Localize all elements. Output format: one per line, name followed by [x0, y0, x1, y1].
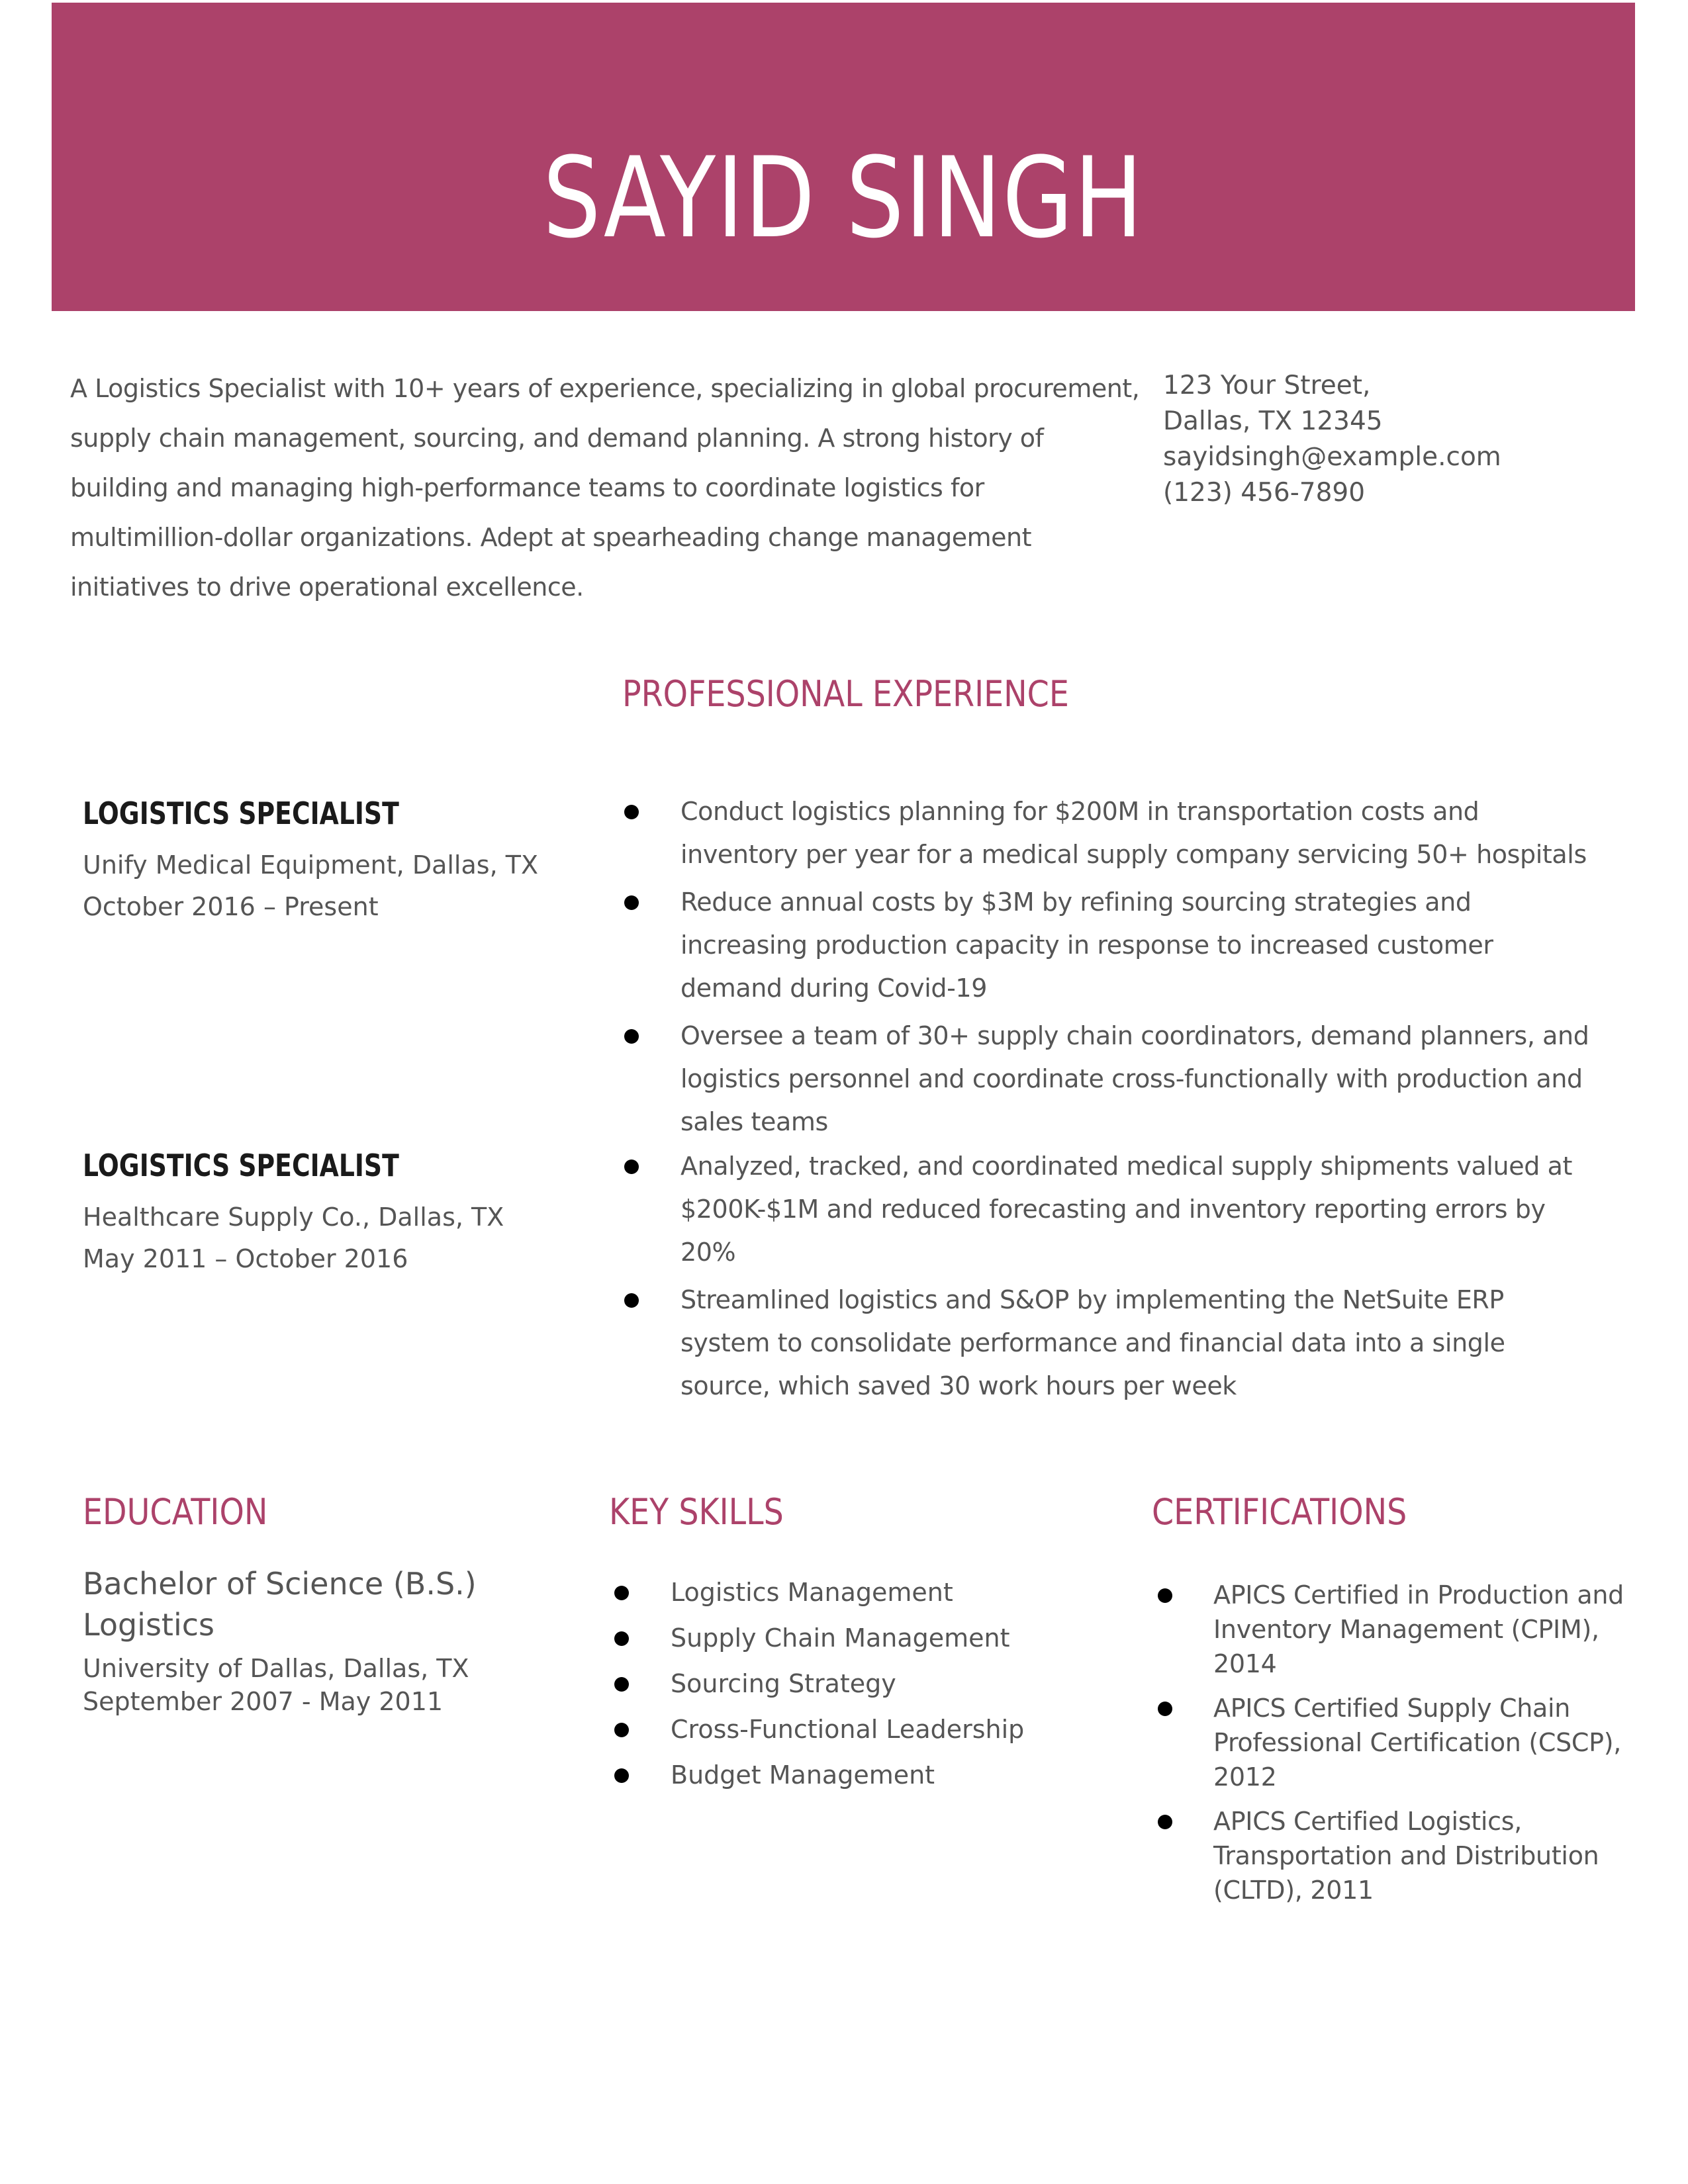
skill-item: Supply Chain Management	[671, 1615, 1041, 1661]
certification-item: APICS Certified in Production and Inventory Management (CPIM), 2014	[1213, 1578, 1637, 1681]
job-bullets	[680, 1145, 1601, 1412]
job-company: Healthcare Supply Co., Dallas, TX	[83, 1203, 504, 1232]
contact-phone: (123) 456-7890	[1163, 478, 1366, 508]
bullet-item: Conduct logistics planning for $200M in transportation costs and inventory per year for a medical supply company servicing 50+ hospitals	[680, 790, 1601, 876]
header-band	[52, 3, 1635, 311]
job-meta	[83, 1197, 504, 1280]
certifications-list	[1213, 1578, 1637, 1917]
contact-city: Dallas, TX 12345	[1163, 406, 1383, 436]
education-heading: EDUCATION	[83, 1491, 268, 1533]
job-bullets	[680, 790, 1601, 1148]
certification-item: APICS Certified Logistics, Transportation and Distribution (CLTD), 2011	[1213, 1804, 1637, 1907]
bullet-item: Analyzed, tracked, and coordinated medical supply shipments valued at $200K-$1M and reduced forecasting and inventory reporting errors by 20%	[680, 1145, 1601, 1274]
job-dates: October 2016 – Present	[83, 892, 379, 921]
education-dates: September 2007 - May 2011	[83, 1687, 444, 1716]
job-dates: May 2011 – October 2016	[83, 1244, 408, 1273]
bullet-item: Reduce annual costs by $3M by refining sourcing strategies and increasing production capacity in response to increased customer demand during Covid-19	[680, 881, 1601, 1010]
skills-list	[671, 1570, 1041, 1798]
job-meta	[83, 844, 538, 928]
contact-email[interactable]: sayidsingh@example.com	[1163, 442, 1501, 472]
contact-info	[1163, 368, 1640, 511]
education-meta	[83, 1652, 546, 1718]
contact-street: 123 Your Street,	[1163, 371, 1371, 400]
job-title: LOGISTICS SPECIALIST	[83, 796, 399, 831]
education-degree: Bachelor of Science (B.S.) Logistics	[83, 1566, 477, 1643]
skill-item: Logistics Management	[671, 1570, 1041, 1615]
education-school: University of Dallas, Dallas, TX	[83, 1654, 469, 1683]
skill-item: Cross-Functional Leadership	[671, 1707, 1041, 1752]
skill-item: Sourcing Strategy	[671, 1661, 1041, 1707]
certification-item: APICS Certified Supply Chain Professional Certification (CSCP), 2012	[1213, 1691, 1637, 1794]
professional-summary: A Logistics Specialist with 10+ years of experience, specializing in global procurement, supply chain management, sourcing, and demand planning. A strong history of building and managing high-performance teams to coordinate logistics for multimillion-dollar organizations. Adept at spearheading change management initiatives to drive operational excellence.	[70, 374, 1140, 602]
certifications-heading: CERTIFICATIONS	[1152, 1491, 1407, 1533]
skill-item: Budget Management	[671, 1752, 1041, 1798]
bullet-item: Streamlined logistics and S&OP by implementing the NetSuite ERP system to consolidate performance and financial data into a single source, which saved 30 work hours per week	[680, 1279, 1601, 1408]
candidate-name: SAYID SINGH	[543, 132, 1144, 263]
job-company: Unify Medical Equipment, Dallas, TX	[83, 850, 538, 880]
job-title: LOGISTICS SPECIALIST	[83, 1148, 399, 1183]
skills-heading: KEY SKILLS	[609, 1491, 784, 1533]
experience-heading: PROFESSIONAL EXPERIENCE	[622, 673, 1069, 715]
bullet-item: Oversee a team of 30+ supply chain coordinators, demand planners, and logistics personnel and coordinate cross-functionally with production and sales teams	[680, 1015, 1601, 1144]
